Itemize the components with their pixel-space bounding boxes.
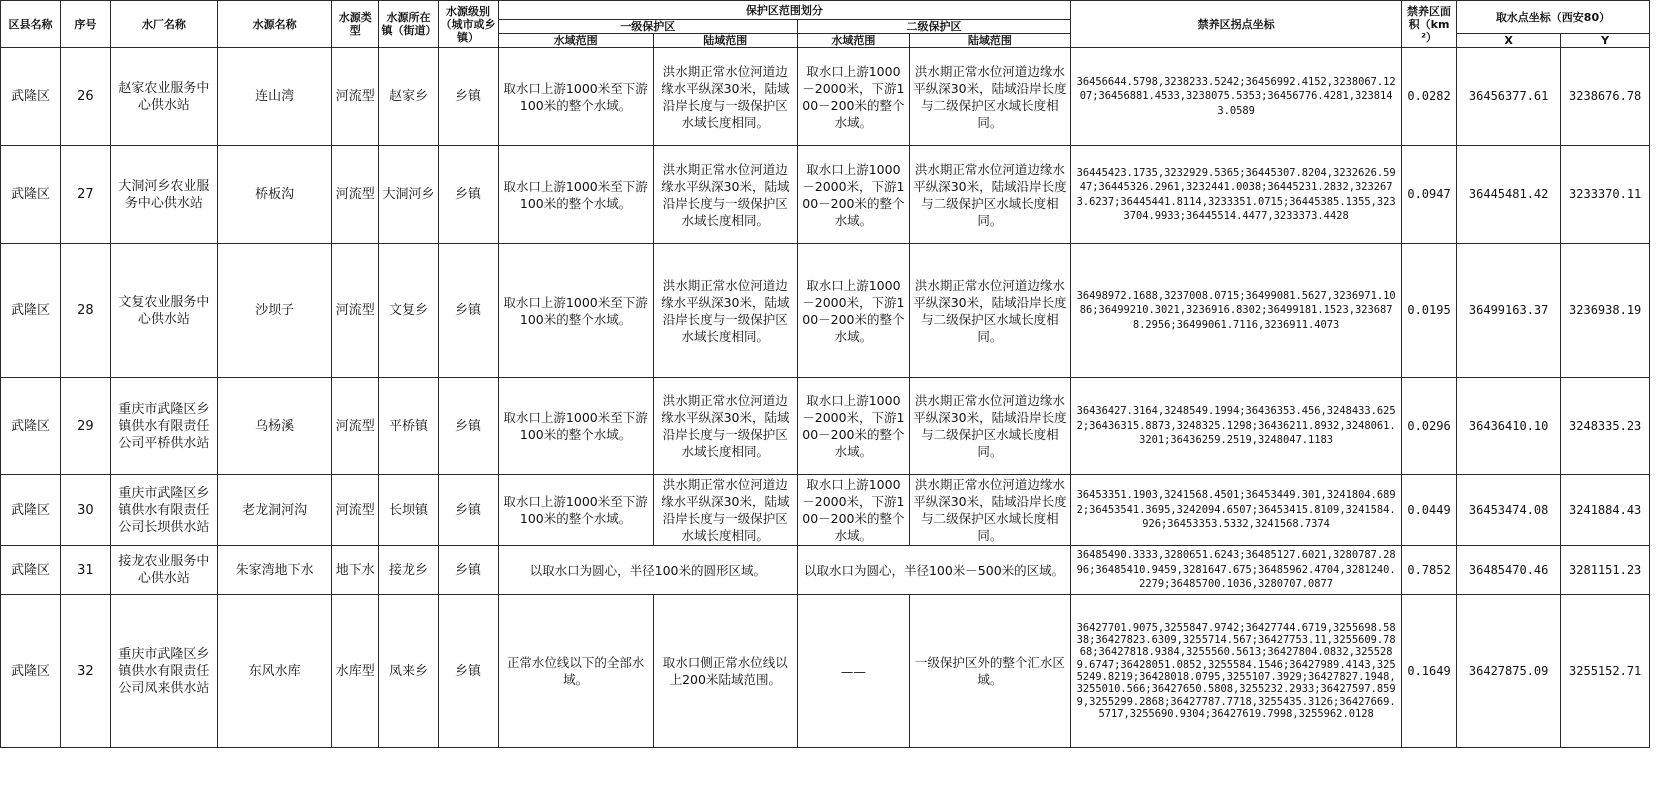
cell-level: 乡镇 — [438, 475, 498, 546]
cell-secondary-land: 洪水期正常水位河道边缘水平纵深30米，陆域沿岸长度与二级保护区水域长度相同。 — [909, 475, 1070, 546]
cell-secondary-combined: 以取水口为圆心，半径100米－500米的区域。 — [798, 546, 1071, 595]
cell-level: 乡镇 — [438, 48, 498, 146]
header-area: 禁养区面积（km²） — [1402, 1, 1457, 48]
table-row — [1, 146, 1650, 244]
cell-county: 武隆区 — [1, 244, 61, 378]
cell-county: 武隆区 — [1, 48, 61, 146]
table-row — [1, 244, 1650, 378]
cell-town: 赵家乡 — [379, 48, 438, 146]
cell-y: 3281151.23 — [1561, 546, 1650, 595]
cell-source: 乌杨溪 — [218, 378, 332, 475]
table-row — [1, 595, 1650, 748]
cell-plant: 重庆市武隆区乡镇供水有限责任公司平桥供水站 — [110, 378, 218, 475]
table-row — [1, 475, 1650, 546]
cell-type: 地下水 — [332, 546, 379, 595]
cell-source: 老龙洞河沟 — [218, 475, 332, 546]
cell-boundary: 36436427.3164,3248549.1994;36436353.456,3248433.6252;36436315.8873,3248325.1298;36436211.8932,3248061.3201;36436259.2519,3248047.1183 — [1071, 378, 1402, 475]
cell-type: 水库型 — [332, 595, 379, 748]
cell-y: 3236938.19 — [1561, 244, 1650, 378]
cell-area: 0.7852 — [1402, 546, 1457, 595]
cell-boundary: 36498972.1688,3237008.0715;36499081.5627,3236971.1086;36499210.3021,3236916.8302;36499181.1523,3236878.2956;36499061.7116,3236911.4073 — [1071, 244, 1402, 378]
cell-type: 河流型 — [332, 378, 379, 475]
header-primary: 一级保护区 — [498, 20, 797, 34]
header-plant: 水厂名称 — [110, 1, 218, 48]
header-boundary: 禁养区拐点坐标 — [1071, 1, 1402, 48]
cell-town: 文复乡 — [379, 244, 438, 378]
cell-secondary-water: 取水口上游1000－2000米，下游100－200米的整个水域。 — [798, 475, 910, 546]
cell-county: 武隆区 — [1, 546, 61, 595]
cell-y: 3233370.11 — [1561, 146, 1650, 244]
header-type: 水源类型 — [332, 1, 379, 48]
cell-secondary-water: 取水口上游1000－2000米，下游100－200米的整个水域。 — [798, 146, 910, 244]
header-primary-land: 陆域范围 — [653, 34, 797, 48]
cell-plant: 接龙农业服务中心供水站 — [110, 546, 218, 595]
header-zoning: 保护区范围划分 — [498, 1, 1070, 20]
cell-type: 河流型 — [332, 48, 379, 146]
cell-level: 乡镇 — [438, 244, 498, 378]
cell-county: 武隆区 — [1, 475, 61, 546]
cell-secondary-land: 洪水期正常水位河道边缘水平纵深30米，陆域沿岸长度与二级保护区水域长度相同。 — [909, 244, 1070, 378]
cell-boundary: 36485490.3333,3280651.6243;36485127.6021,3280787.2896;36485410.9459,3281647.675;36485962.4704,3281240.2279;36485700.1036,3280707.0877 — [1071, 546, 1402, 595]
cell-x: 36485470.46 — [1456, 546, 1560, 595]
cell-x: 36445481.42 — [1456, 146, 1560, 244]
cell-primary-water: 取水口上游1000米至下游100米的整个水域。 — [498, 48, 653, 146]
cell-plant: 重庆市武隆区乡镇供水有限责任公司凤来供水站 — [110, 595, 218, 748]
cell-type: 河流型 — [332, 475, 379, 546]
cell-level: 乡镇 — [438, 378, 498, 475]
table-row — [1, 378, 1650, 475]
table-row — [1, 546, 1650, 595]
cell-x: 36453474.08 — [1456, 475, 1560, 546]
cell-town: 凤来乡 — [379, 595, 438, 748]
cell-y: 3255152.71 — [1561, 595, 1650, 748]
cell-area: 0.1649 — [1402, 595, 1457, 748]
cell-primary-land: 洪水期正常水位河道边缘水平纵深30米，陆域沿岸长度与一级保护区水域长度相同。 — [653, 475, 797, 546]
header-x: X — [1456, 34, 1560, 48]
cell-town: 大洞河乡 — [379, 146, 438, 244]
cell-type: 河流型 — [332, 146, 379, 244]
cell-town: 接龙乡 — [379, 546, 438, 595]
cell-no: 30 — [61, 475, 111, 546]
cell-no: 27 — [61, 146, 111, 244]
cell-y: 3238676.78 — [1561, 48, 1650, 146]
cell-source: 朱家湾地下水 — [218, 546, 332, 595]
cell-no: 29 — [61, 378, 111, 475]
cell-primary-water: 正常水位线以下的全部水域。 — [498, 595, 653, 748]
cell-type: 河流型 — [332, 244, 379, 378]
header-town: 水源所在镇（街道） — [379, 1, 438, 48]
cell-area: 0.0282 — [1402, 48, 1457, 146]
cell-area: 0.0296 — [1402, 378, 1457, 475]
cell-primary-water: 取水口上游1000米至下游100米的整个水域。 — [498, 378, 653, 475]
header-source: 水源名称 — [218, 1, 332, 48]
cell-x: 36499163.37 — [1456, 244, 1560, 378]
cell-town: 平桥镇 — [379, 378, 438, 475]
cell-area: 0.0449 — [1402, 475, 1457, 546]
cell-secondary-land: 洪水期正常水位河道边缘水平纵深30米，陆域沿岸长度与二级保护区水域长度相同。 — [909, 146, 1070, 244]
cell-area: 0.0947 — [1402, 146, 1457, 244]
cell-area: 0.0195 — [1402, 244, 1457, 378]
header-no: 序号 — [61, 1, 111, 48]
header-level: 水源级别（城市或乡镇） — [438, 1, 498, 48]
header-county: 区县名称 — [1, 1, 61, 48]
cell-y: 3241884.43 — [1561, 475, 1650, 546]
cell-primary-land: 洪水期正常水位河道边缘水平纵深30米，陆域沿岸长度与一级保护区水域长度相同。 — [653, 378, 797, 475]
cell-boundary: 36456644.5798,3238233.5242;36456992.4152,3238067.1207;36456881.4533,3238075.5353;36456776.4281,3238143.0589 — [1071, 48, 1402, 146]
header-primary-water: 水域范围 — [498, 34, 653, 48]
cell-primary-land: 洪水期正常水位河道边缘水平纵深30米，陆域沿岸长度与一级保护区水域长度相同。 — [653, 146, 797, 244]
cell-primary-water: 取水口上游1000米至下游100米的整个水域。 — [498, 475, 653, 546]
cell-town: 长坝镇 — [379, 475, 438, 546]
cell-primary-combined: 以取水口为圆心，半径100米的圆形区域。 — [498, 546, 797, 595]
cell-secondary-land: 一级保护区外的整个汇水区域。 — [909, 595, 1070, 748]
cell-x: 36436410.10 — [1456, 378, 1560, 475]
cell-level: 乡镇 — [438, 146, 498, 244]
cell-level: 乡镇 — [438, 595, 498, 748]
cell-no: 26 — [61, 48, 111, 146]
cell-no: 31 — [61, 546, 111, 595]
cell-secondary-water: 取水口上游1000－2000米，下游100－200米的整个水域。 — [798, 378, 910, 475]
cell-x: 36456377.61 — [1456, 48, 1560, 146]
cell-source: 连山湾 — [218, 48, 332, 146]
header-secondary-land: 陆域范围 — [909, 34, 1070, 48]
header-secondary-water: 水域范围 — [798, 34, 910, 48]
cell-source: 沙坝子 — [218, 244, 332, 378]
cell-source: 东风水库 — [218, 595, 332, 748]
header-intake: 取水点坐标（西安80） — [1456, 1, 1649, 34]
cell-primary-water: 取水口上游1000米至下游100米的整个水域。 — [498, 244, 653, 378]
cell-secondary-land: 洪水期正常水位河道边缘水平纵深30米，陆域沿岸长度与二级保护区水域长度相同。 — [909, 378, 1070, 475]
cell-county: 武隆区 — [1, 146, 61, 244]
cell-source: 桥板沟 — [218, 146, 332, 244]
cell-secondary-water: —— — [798, 595, 910, 748]
cell-plant: 大洞河乡农业服务中心供水站 — [110, 146, 218, 244]
cell-x: 36427875.09 — [1456, 595, 1560, 748]
cell-county: 武隆区 — [1, 595, 61, 748]
cell-county: 武隆区 — [1, 378, 61, 475]
cell-secondary-water: 取水口上游1000－2000米，下游100－200米的整个水域。 — [798, 244, 910, 378]
header-y: Y — [1561, 34, 1650, 48]
cell-y: 3248335.23 — [1561, 378, 1650, 475]
cell-secondary-water: 取水口上游1000－2000米，下游100－200米的整个水域。 — [798, 48, 910, 146]
cell-no: 32 — [61, 595, 111, 748]
cell-primary-water: 取水口上游1000米至下游100米的整个水域。 — [498, 146, 653, 244]
cell-primary-land: 取水口侧正常水位线以上200米陆域范围。 — [653, 595, 797, 748]
header-secondary: 二级保护区 — [798, 20, 1071, 34]
cell-primary-land: 洪水期正常水位河道边缘水平纵深30米，陆域沿岸长度与一级保护区水域长度相同。 — [653, 244, 797, 378]
cell-boundary: 36427701.9075,3255847.9742;36427744.6719,3255698.5838;36427823.6309,3255714.567;36427753.11,3255609.7868;36427818.9384,3255560.5613;36427804.0832,3255289.6747;36428051.0852,3255584.1546;36427989.4143,3255249.8219;36428018.0795,3255107.3929;36427827.1948,3255010.566;36427650.5808,3255232.2933;36427597.8599,3255299.2868;36427787.7718,3255435.3126;36427669.5717,3255690.9304;36427619.7998,3255962.0128 — [1071, 595, 1402, 748]
table-row — [1, 48, 1650, 146]
cell-secondary-land: 洪水期正常水位河道边缘水平纵深30米，陆域沿岸长度与二级保护区水域长度相同。 — [909, 48, 1070, 146]
cell-boundary: 36453351.1903,3241568.4501;36453449.301,3241804.6892;36453541.3695,3242094.6507;36453415.8109,3241584.926;36453353.5332,3241568.7374 — [1071, 475, 1402, 546]
cell-no: 28 — [61, 244, 111, 378]
cell-plant: 重庆市武隆区乡镇供水有限责任公司长坝供水站 — [110, 475, 218, 546]
cell-primary-land: 洪水期正常水位河道边缘水平纵深30米，陆域沿岸长度与一级保护区水域长度相同。 — [653, 48, 797, 146]
cell-plant: 赵家农业服务中心供水站 — [110, 48, 218, 146]
cell-boundary: 36445423.1735,3232929.5365;36445307.8204,3232626.5947;36445326.2961,3232441.0038;36445231.2832,3232673.6237;36445441.8114,3233351.0715;36445385.1355,3233704.9933;36445514.4477,3233373.4428 — [1071, 146, 1402, 244]
cell-plant: 文复农业服务中心供水站 — [110, 244, 218, 378]
cell-level: 乡镇 — [438, 546, 498, 595]
